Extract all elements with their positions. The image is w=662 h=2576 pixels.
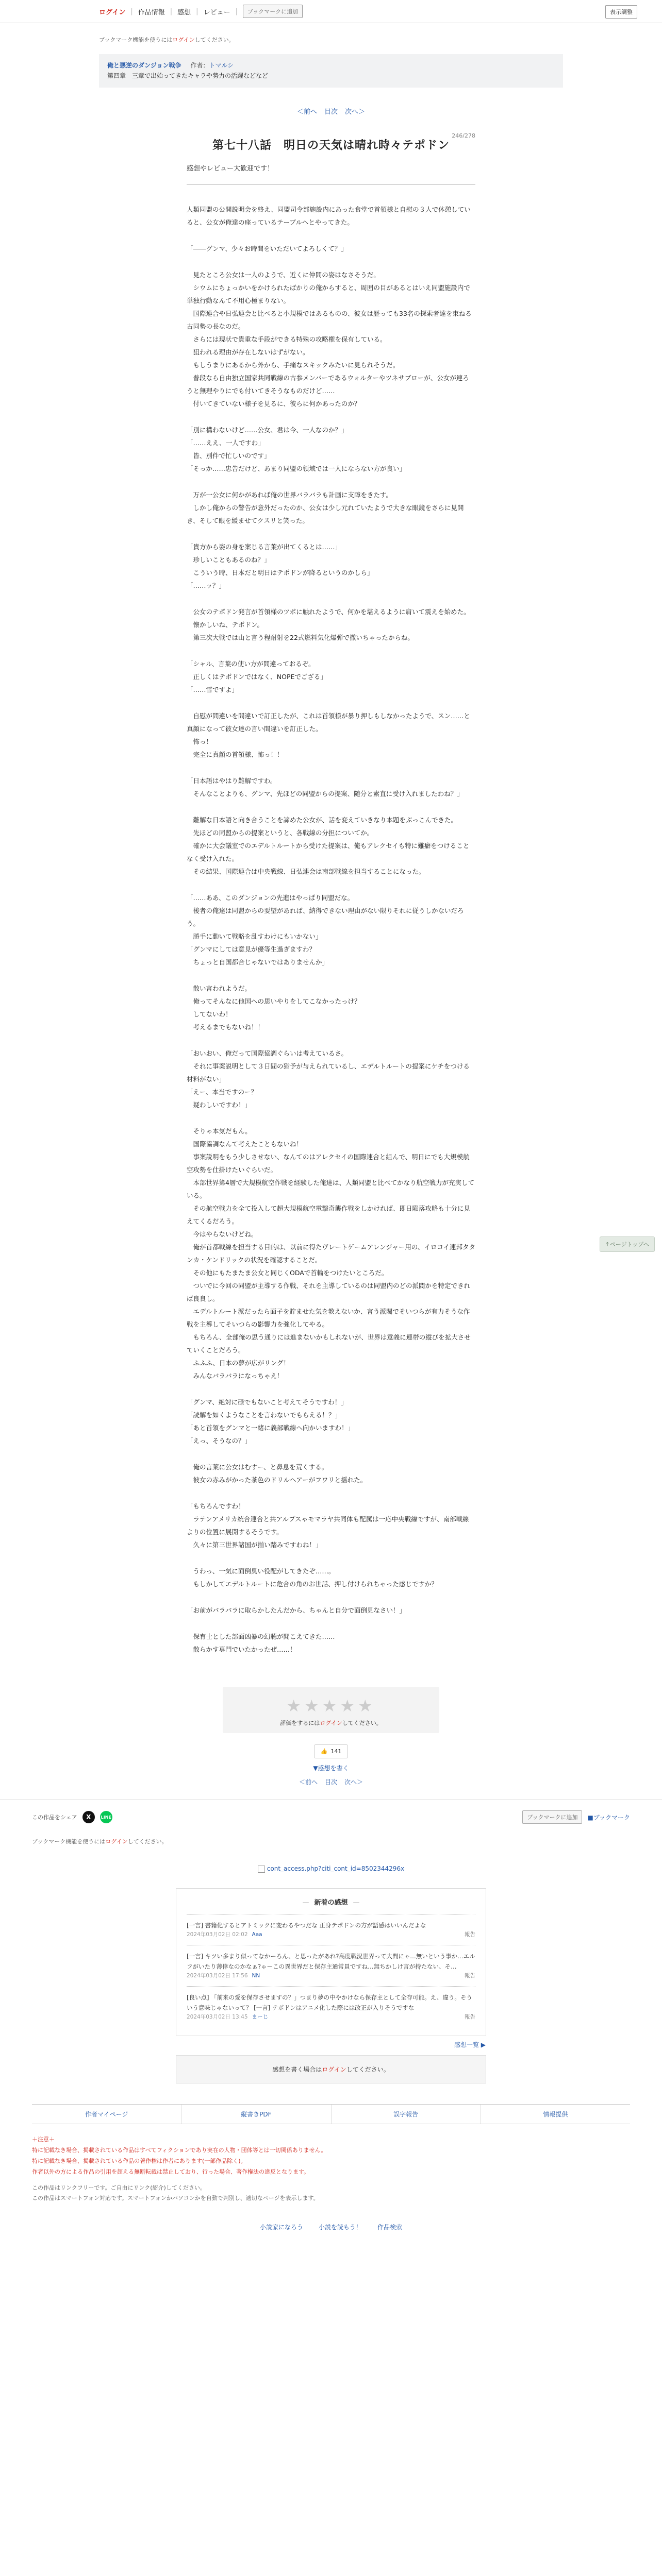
body-line: 「お前がバラバラに取らかしたんだから、ちゃんと自分で面倒見なさい！」 xyxy=(187,1606,406,1615)
bottom-link[interactable]: 小説を読もう！ xyxy=(318,2224,362,2231)
report-link[interactable]: 報告 xyxy=(465,1973,475,1979)
body-line: そんなことよりも、グンマ、先ほどの同盟からの提案、随分と素直に受け入れましたわね？」 xyxy=(187,790,464,798)
body-line: みんなバラバラになっちゃえ！ xyxy=(187,1372,284,1380)
body-line: 「グンマにしては意見が優等生過ぎますわ？ xyxy=(187,945,316,954)
bookmark-icon: ■ xyxy=(587,1814,593,1821)
review-text[interactable]: [一言] 書籍化するとアトミックに変わるやつだな 正身テポドンの方が語感はいいんだよな xyxy=(187,1921,426,1929)
login-box-text: 感想を書く場合は xyxy=(272,2065,322,2073)
reviews-heading: — 新着の感想 — xyxy=(187,1897,475,1907)
body-line: 完全に真顔の首領様、怖っ！！ xyxy=(187,751,284,759)
reviews-box xyxy=(176,1888,486,2036)
bookmark-notice xyxy=(99,36,563,44)
body-line: 正しくはテポドンではなく、NOPEでござる」 xyxy=(187,673,327,681)
next-link[interactable]: 次へ＞ xyxy=(344,1778,363,1786)
body-line: 先ほどの同盟からの提案というと、各戦線の分担についてか。 xyxy=(187,829,374,837)
body-line: ついでに今回の同盟が主導する作戦、それを主導しているのは同盟内のどの派閥かを特定できれば良良し。 xyxy=(187,1282,471,1303)
body-line xyxy=(187,1551,475,1565)
caution-lines xyxy=(32,2145,630,2178)
body-line: その他にもたまたま公女と同じくODAで首輪をつけたいところだ。 xyxy=(187,1269,388,1277)
notice-login-link[interactable]: ログイン xyxy=(105,1838,128,1845)
body-line: 「……ええ、一人ですわ」 xyxy=(187,439,264,447)
body-line: 散い言われようだ。 xyxy=(187,985,252,993)
body-line: 事案説明をもう少しさせない、なんてのはアレクセイの国際連合と組んで、明日にでも大規模航空攻勢を仕掛けたいぐらいだ。 xyxy=(187,1153,470,1174)
broken-image-icon xyxy=(258,1866,265,1873)
top-bar-inner xyxy=(99,0,563,23)
body-line: 確かに大会議室でのエデルトルートから受けた提案は、俺もアレクセイも特に難癖をつけることなく受け入れた。 xyxy=(187,842,470,863)
body-line: うわっ、一気に面倒臭い役配がしてきたぞ……。 xyxy=(187,1567,335,1575)
page-count: 246/278 xyxy=(452,132,475,139)
body-line xyxy=(187,592,475,605)
work-title-row xyxy=(107,60,555,71)
body-line: 付いてきていない様子を見るに、彼らに何かあったのか？ xyxy=(187,400,361,408)
like-row xyxy=(0,1744,662,1758)
body-line: 「もちろんですわ！ xyxy=(187,1502,245,1511)
rating-note-text: してください。 xyxy=(342,1720,382,1727)
body-line: 今はやらないけどね。 xyxy=(187,1230,258,1239)
body-line: 怖っ！ xyxy=(187,738,213,746)
body-line: 後者の俺達は同盟からの要望があれば、納得できない理由がない限りそれに従うしかないだろう。 xyxy=(187,907,464,928)
body-line xyxy=(187,644,475,657)
review-login-box xyxy=(176,2055,486,2083)
separator: | xyxy=(170,7,173,15)
impressions-link[interactable]: 感想 xyxy=(177,8,191,16)
author-label: 作者： xyxy=(190,62,209,69)
body-line xyxy=(187,229,475,242)
body-line: こういう時、日本だと明日はテポドンが降るというのかしら」 xyxy=(187,569,374,577)
body-line: 見たところ公女は一人のようで、近くに仲間の姿はなさそうだ。 xyxy=(187,271,380,279)
body-line: 俺が首都戦線を担当する目的は、以前に得たヴレートゲームアレンジャー用の、イロコイ連邦タタンカ・ケンドリックの状況を確認することだ。 xyxy=(187,1243,476,1264)
notice-login-link[interactable]: ログイン xyxy=(172,37,195,43)
body-line: 「貴方から姿の身を案じる言葉が出てくるとは……」 xyxy=(187,543,342,551)
body-line: 「シャル、言葉の使い方が間違っておるぞ。 xyxy=(187,660,315,668)
thumbs-up-icon: 👍 xyxy=(320,1748,328,1755)
caution-line: 作者以外の方による作品の引用を超える無断転載は禁止しており、行った場合、著作権法の違反となります。 xyxy=(32,2168,310,2175)
works-info-link[interactable]: 作品情報 xyxy=(138,8,165,16)
star-rating[interactable]: ★★★★★ xyxy=(286,1696,376,1716)
bookmark-add-button[interactable]: ブックマークに追加 xyxy=(243,5,303,18)
body-line: ちょっと自国都合じゃないではありませんか」 xyxy=(187,958,329,967)
body-line: 「……雪ですよ」 xyxy=(187,686,239,694)
body-line: 公女のテポドン発言が首領様のツボに触れたようで、何かを堪えるように肩いて震えを始めた。 xyxy=(187,608,470,616)
body-line: 「……ああ、このダンジョンの先進はやっぱり同盟だな。 xyxy=(187,894,354,902)
body-line: そりゃ本気だもん。 xyxy=(187,1127,252,1136)
body-line: 普段なら自由独立国家共同戦線の古参メンバーであるウォルターやツネサブローが、公女が連ろうと無理やりにでも付いてきそうなものだけど…… xyxy=(187,374,469,395)
body-line xyxy=(187,410,475,423)
review-list xyxy=(187,1914,475,2027)
report-link[interactable]: 報告 xyxy=(465,1931,475,1938)
top-bar xyxy=(0,0,662,23)
separator: | xyxy=(196,7,198,15)
body-line: 「グンマ、絶対に碌でもないこと考えてそうですわ！」 xyxy=(187,1398,347,1406)
footer-link[interactable]: 縦書きPDF xyxy=(181,2105,331,2124)
prev-link[interactable]: ＜前へ xyxy=(296,108,317,116)
body-line xyxy=(187,761,475,774)
body-line: 考えるまでもないね！！ xyxy=(187,1023,264,1031)
body-line xyxy=(187,527,475,540)
next-link[interactable]: 次へ＞ xyxy=(345,108,366,116)
body-line: 「……ッ？」 xyxy=(187,582,226,590)
notice-text: してください。 xyxy=(127,1838,168,1845)
review-link[interactable]: レビュー xyxy=(203,8,230,16)
toc-link[interactable]: 目次 xyxy=(324,108,338,116)
chapter-nav-bottom xyxy=(0,1777,662,1786)
review-text[interactable]: [一言] キツい多まり似ってなかーろん、と思ったがあれ?高度戦況世界って大間にゃ…無いという事か…エルフがいたり薄倖なのかなぁ?ゃーこの異世界だと保存主通常員ですね…無ちかしけ言が持たない、そ… xyxy=(187,1953,475,1970)
login-box-text: してください。 xyxy=(346,2065,390,2073)
review-item xyxy=(187,1986,475,2027)
body-line: 俺ってそんなに他国への思いやりをしてこなかったっけ？ xyxy=(187,997,361,1006)
body-line xyxy=(187,969,475,982)
separator: | xyxy=(235,7,238,15)
review-item xyxy=(187,1914,475,1945)
page-top-button[interactable]: ↑ページトップへ xyxy=(600,1236,655,1252)
toc-link[interactable]: 目次 xyxy=(324,1778,337,1786)
report-link[interactable]: 報告 xyxy=(465,2014,475,2021)
review-author[interactable]: Aaa xyxy=(252,1931,262,1938)
body-line xyxy=(187,475,475,488)
body-line: 国際協調なんて考えたこともないね！ xyxy=(187,1140,303,1148)
body-line xyxy=(187,1617,475,1630)
bottom-link[interactable]: 小説家になろう xyxy=(259,2224,303,2231)
footer-link[interactable]: 作者マイページ xyxy=(32,2105,181,2124)
share-label: この作品をシェア xyxy=(32,1814,77,1821)
chapter-info: 第四章 三章で出始ってきたキャラや勢力の活躍などなど xyxy=(107,72,269,80)
reviews-more-link[interactable]: 感想一覧 ▶ xyxy=(454,2041,486,2048)
body-line: シウムにちょっかいをかけられたばかりの俺からすると、周囲の目があるとはいえ同盟施設内で単独行動なんて不用心極まりない。 xyxy=(187,284,470,305)
footer-link[interactable]: 情報提供 xyxy=(543,2110,568,2118)
work-info-box xyxy=(99,54,563,88)
body-line: その航空戦力を全て投入して超大規模航空電撃奇襲作戦をしかければ、即日陥落攻略も十分に見えてくるだろう。 xyxy=(187,1205,471,1226)
like-count: 141 xyxy=(330,1748,342,1755)
caution-line: 特に記載なき場合、掲載されている作品はすべてフィクションであり実在の人物・団体等とは一切関係ありません。 xyxy=(32,2146,327,2154)
body-line: 「読解を如くようなことを言わないでもらえる！？」 xyxy=(187,1411,342,1419)
x-share-icon[interactable]: X xyxy=(82,1811,95,1823)
bookmark-link[interactable] xyxy=(587,1813,630,1822)
body-line xyxy=(187,1382,475,1396)
body-line: 「日本語はやはり難解ですわ。 xyxy=(187,777,277,785)
body-line: してないわ！ xyxy=(187,1010,232,1019)
footer-links xyxy=(32,2104,630,2124)
review-item xyxy=(187,1945,475,1986)
body-line: 狙われる理由が存在しないはずがない。 xyxy=(187,348,309,357)
separator: | xyxy=(130,7,133,15)
bottom-link[interactable]: 作品検索 xyxy=(377,2224,403,2231)
body-line xyxy=(187,1590,475,1604)
caution-line: 特に記載なき場合、掲載されている作品の著作権は作者にあります(一部作品除く)。 xyxy=(32,2157,246,2164)
body-line: 「えー、本当ですのー？ xyxy=(187,1088,258,1096)
write-review-link[interactable]: ▼感想を書く xyxy=(313,1765,349,1772)
review-date: 2024年03月02日 02:02 xyxy=(187,1931,248,1938)
body-line: もしかしてエデルトルートに危合の角のお世話、押し付けられちゃった感じですか？ xyxy=(187,1580,438,1588)
body-line: 彼女の赤みがかった茶色のドリルヘアーがフワリと揺れた。 xyxy=(187,1476,367,1484)
caution-box xyxy=(32,2134,630,2204)
body-line: 俺の言葉に公女はむすー、と鼻息を荒くする。 xyxy=(187,1463,328,1471)
body-line xyxy=(187,255,475,268)
chapter-body xyxy=(187,203,475,1656)
review-meta xyxy=(187,1972,475,1981)
body-line xyxy=(187,1486,475,1500)
bookmark-link-label: ブックマーク xyxy=(593,1814,630,1821)
chapter xyxy=(187,132,476,1656)
review-author[interactable]: NN xyxy=(252,1973,260,1979)
body-line: 珍しいこともあるのね？」 xyxy=(187,556,271,564)
notice-text: してください。 xyxy=(194,37,235,43)
body-line: 「おいおい、俺だって国際協調ぐらいは考えているさ。 xyxy=(187,1049,348,1058)
banner-alt-text: cont_access.php?citi_cont_id=8502344296x xyxy=(267,1865,405,1873)
body-line: 「そっか……忠告だけど、あまり同盟の領域では一人にならない方が良い」 xyxy=(187,465,406,473)
body-line: その結果、国際連合は中央戦線、日弘連会は南部戦線を担当することになった。 xyxy=(187,868,425,876)
bookmark-notice-bottom xyxy=(32,1837,630,1845)
body-line: 難解な日本語と向き合うことを諦めた公女が、話を変えていきなり本題をぶっこんできた。 xyxy=(187,816,458,824)
access-banner[interactable] xyxy=(0,1865,662,1873)
preface: 感想やレビュー大歓迎です！ xyxy=(187,163,475,184)
body-line: 勝手に動いて戦略を乱すわけにもいかない」 xyxy=(187,933,322,941)
body-line: 久々に第三世界諸国が揃い踏みですわね！」 xyxy=(187,1541,322,1549)
body-line xyxy=(187,1111,475,1125)
body-line: さらには現状で貴重な手段ができる特殊の攻略権を保有している。 xyxy=(187,335,387,344)
caution-heading: ＋注意＋ xyxy=(32,2136,55,2143)
review-date: 2024年03月02日 17:56 xyxy=(187,1973,248,1979)
body-line: 人類同盟の公開説明会を終え、同盟司令部施設内にあった食堂で首領様と自慰の３人で休憩していると、公女が俺達の座っているテーブルへとやってきた。 xyxy=(187,206,471,227)
body-line: 疑わしいですわ！」 xyxy=(187,1101,252,1109)
chapter-nav-top xyxy=(99,106,563,116)
login-box-link[interactable]: ログイン xyxy=(322,2065,346,2073)
author-link[interactable]: トマルシ xyxy=(209,62,234,69)
body-line: 散らかす専門でいたかったぜ……！ xyxy=(187,1646,296,1654)
body-line: しかし俺からの警告が意外だったのか、公女は少し元れていたようで大きな眼鏡をさらに見開き、そして眼を緩ませてクスリと笑った。 xyxy=(187,504,464,525)
body-line: 第三次大戦では山と言う程耐射を22式燃料気化爆弾で撒いちゃったからね。 xyxy=(187,634,414,642)
body-line: ラテンアメリカ統合連合と共アルプスゃモマラヤ共同体も配属は一応中央戦線ですが、南部戦線よりの位置に展開するそうです。 xyxy=(187,1515,469,1536)
share-bar xyxy=(0,1800,662,1834)
login-link[interactable]: ログイン xyxy=(99,8,126,16)
body-line: 「あと首領をグンマと一緒に義部戦線へ向かいますわ！」 xyxy=(187,1424,355,1432)
body-line xyxy=(187,800,475,814)
display-settings-button[interactable]: 表示調整 xyxy=(605,5,637,19)
body-line: 保育士とした部面凶暴の幻聴が聞こえてきた…… xyxy=(187,1633,335,1641)
review-text[interactable]: [良い点] 「前来の愛を保存させますの？」つまり夢の中やかけなら保存主として全存可能。え、違う。そういう意味じゃないって？ [一言] テポドンはアニメ化した際には改正が入りそうですな xyxy=(187,1994,472,2011)
footer-link[interactable]: 誤字報告 xyxy=(332,2105,481,2124)
rating-note xyxy=(223,1719,439,1727)
body-line: エデルトルート派だったら面子を貯ませた気を教えないか、言う派閥でそいつらが有力そうな作戦を主導してそいつらの影響力を強化してやる。 xyxy=(187,1308,470,1329)
body-line xyxy=(187,696,475,709)
bottom-links xyxy=(0,2223,662,2231)
smartphone-note: この作品はスマートフォン対応です。スマートフォンかパソコンかを自動で判別し、適切なページを表示します。 xyxy=(32,2195,319,2202)
like-button[interactable] xyxy=(314,1744,349,1758)
body-line: 「別に構わないけど……公女、君は今、一人なのか？」 xyxy=(187,426,348,434)
body-line: 万が一公女に何かがあれば俺の世界バラバラも計画に支障をきたす。 xyxy=(187,491,393,499)
notice-text: ブックマーク機能を使うには xyxy=(99,37,173,43)
body-line: 本部世界第4層で大規模航空作戦を経験した俺達は、人類同盟と比べてかなり航空戦力が充実している。 xyxy=(187,1179,474,1200)
review-meta xyxy=(187,2013,475,2022)
line-share-icon[interactable]: LINE xyxy=(100,1811,112,1823)
rating-note-text: 評価をするには xyxy=(280,1720,320,1727)
body-line: それに事案説明として３日間の猶予が与えられているし、エデルトルートの提案にケチをつける材料がない」 xyxy=(187,1062,470,1083)
body-line xyxy=(187,1447,475,1461)
body-line xyxy=(187,1033,475,1047)
body-line: 「――グンマ、少々お時間をいただいてよろしくて？」 xyxy=(187,245,347,253)
chapter-title: 第七十八話 明日の天気は晴れ時々テポドン xyxy=(212,139,450,152)
body-line: 皆、別件で忙しいのです」 xyxy=(187,452,271,460)
body-line: 自慰が間違いを間違いで訂正したが、これは首領様が暴り押しもしなかったようで、スン……と真顔になって彼女達の言い間違いを訂正した。 xyxy=(187,712,470,733)
prev-link[interactable]: ＜前へ xyxy=(299,1778,318,1786)
body-line: ふふふ、日本の夢が広がリング！ xyxy=(187,1359,290,1367)
link-free-note: この作品はリンクフリーです。ご自由にリンク(紹介)してください。 xyxy=(32,2184,206,2191)
body-line: もしうまりにあるから外から、手痛なスキックみたいに見られそうだ。 xyxy=(187,361,400,369)
bookmark-add-button-bottom[interactable]: ブックマークに追加 xyxy=(522,1810,582,1824)
rating-box xyxy=(223,1687,439,1733)
review-author[interactable]: まーじ xyxy=(252,2014,269,2021)
rating-login-link[interactable]: ログイン xyxy=(320,1720,342,1727)
body-line: 懐かしいね、テポドン。 xyxy=(187,621,264,629)
body-line: もちろん、全部俺の思う通りには進まないかもしれないが、世界は意義に連帯の縦びを拡大させていくことだろう。 xyxy=(187,1333,471,1354)
body-line: 「えっ、そうなの？」 xyxy=(187,1437,252,1445)
main-wrap xyxy=(99,36,563,1656)
review-meta xyxy=(187,1930,475,1940)
share-bar-inner xyxy=(32,1800,630,1834)
review-date: 2024年03月02日 13:45 xyxy=(187,2014,248,2021)
notice-text: ブックマーク機能を使うには xyxy=(32,1838,106,1845)
body-line: 国際連合や日弘連会と比べると小規模ではあるものの、彼女は歴っても33名の探索者達を束ねる古同勢の長なのだ。 xyxy=(187,310,472,331)
work-title[interactable]: 俺と悪逆のダンジョン戦争 xyxy=(107,62,181,69)
body-line xyxy=(187,878,475,891)
